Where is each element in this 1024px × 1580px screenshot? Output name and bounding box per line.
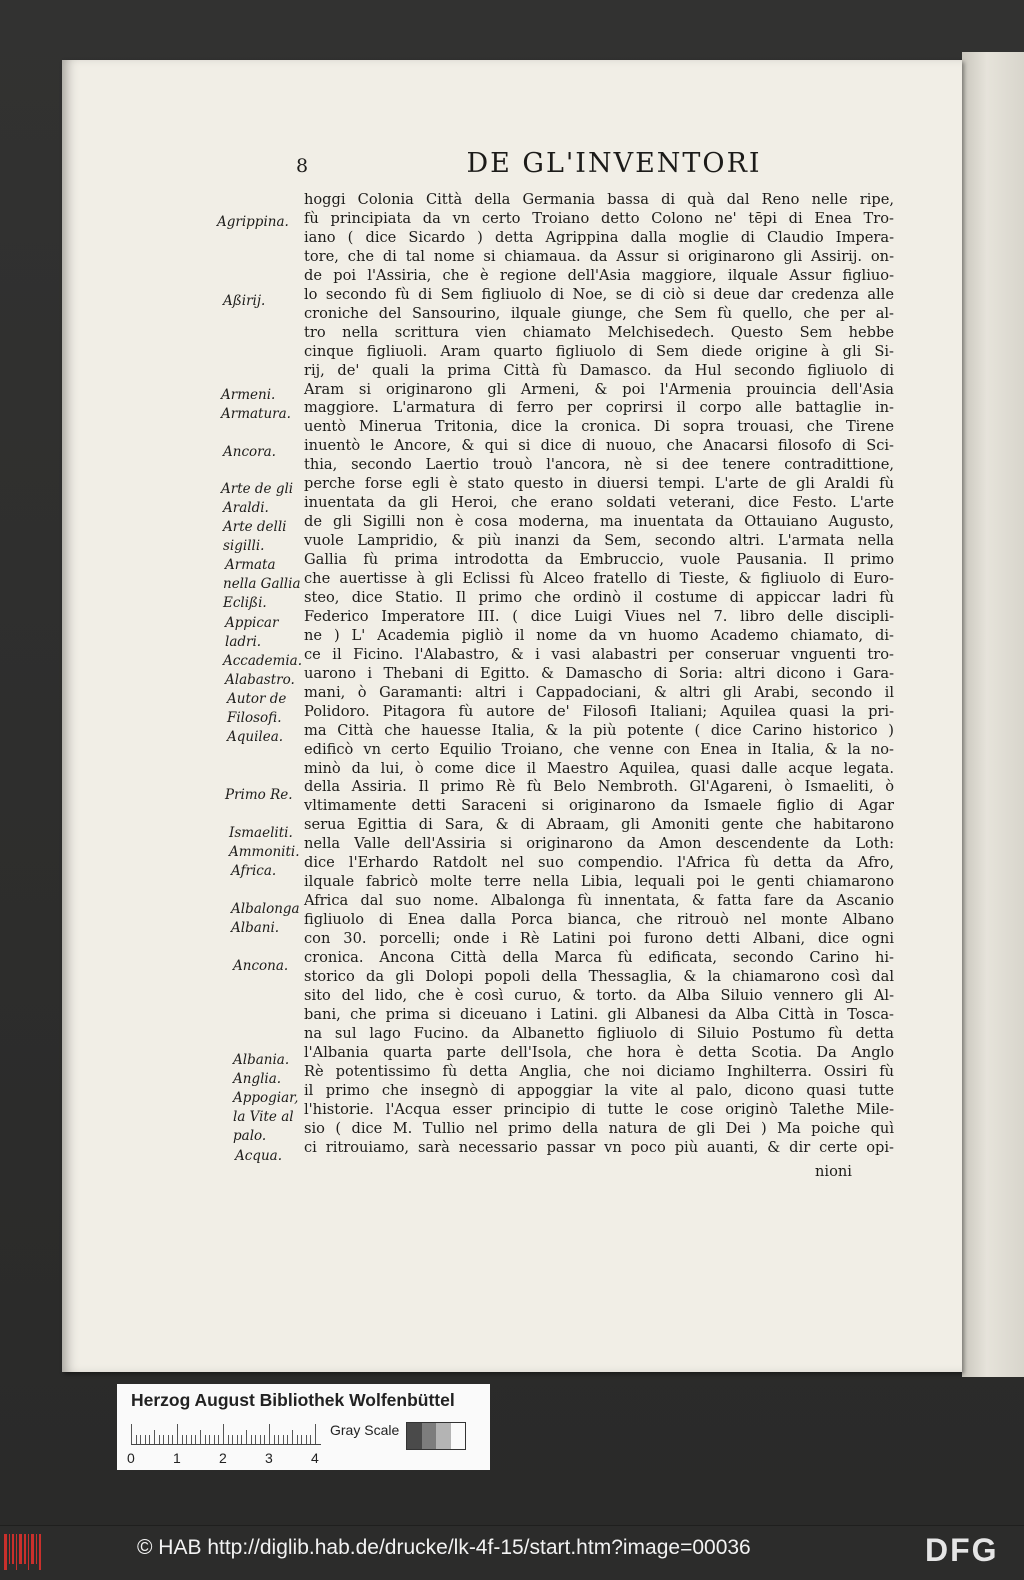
gray-scale-label: Gray Scale	[330, 1422, 400, 1438]
text-line: hoggi Colonia Città della Germania bassa di quà dal Reno nelle ripe,	[304, 191, 894, 208]
barcode-icon	[4, 1534, 46, 1570]
text-line: edificò vn certo Equilio Troiano, che venne con Enea in Italia, & la no-	[304, 740, 894, 758]
margin-note: Aßirij.	[223, 293, 266, 309]
margin-note: palo.	[233, 1128, 267, 1144]
margin-note: Albani.	[231, 920, 280, 936]
ruler-number: 2	[219, 1450, 227, 1466]
ruler-tick	[163, 1435, 164, 1444]
text-line: croniche del Sansourino, ilquale giunge, che Sem fù quello, che per al-	[304, 304, 894, 322]
text-line: mani, ò Garamanti: altri i Cappadociani, & altri gli Arabi, secondo il	[304, 683, 894, 701]
ruler-tick	[214, 1435, 215, 1444]
ruler-tick	[205, 1435, 206, 1444]
barcode-bar	[24, 1534, 26, 1564]
barcode-bar	[36, 1534, 37, 1564]
gray-swatch	[407, 1423, 422, 1449]
margin-note: Ancona.	[233, 958, 289, 974]
ruler-tick	[145, 1435, 146, 1444]
dfg-logo: DFG	[925, 1532, 999, 1568]
text-line: Polidoro. Pitagora fù autore de' Filosofi Italiani; Aquilea quasi la pri-	[304, 702, 894, 720]
ruler-tick	[223, 1424, 224, 1444]
text-line: che auertisse à gli Eclissi fù Alceo fratello di Tieste, & figliuolo di Euro-	[304, 570, 894, 587]
text-line: tro nella scrittura vien chiamato Melchisedech. Questo Sem hebbe	[304, 323, 894, 341]
text-line: steo, dice Statio. Il primo che ordinò il costume di appiccar ladri fù	[304, 588, 894, 606]
text-line: na sul lago Fucino. da Albanetto figliuolo di Siluio Postumo fù detta	[304, 1024, 894, 1042]
margin-note: Ammoniti.	[229, 844, 300, 860]
text-line: iano ( dice Sicardo ) detta Agrippina dalla moglie di Claudio Impera-	[304, 228, 894, 246]
ruler-tick	[149, 1435, 150, 1444]
text-line: lo secondo fù di Sem figliuolo di Noe, se di ciò si deue dar credenza alle	[304, 285, 894, 303]
ruler-tick	[136, 1435, 137, 1444]
ruler-tick	[292, 1430, 293, 1444]
margin-note: Filosofi.	[227, 710, 282, 726]
margin-note: Eclißi.	[223, 595, 267, 611]
running-head: DE GL'INVENTORI	[466, 148, 762, 179]
margin-note: Ancora.	[223, 444, 276, 460]
page-number: 8	[296, 155, 309, 177]
ruler-tick	[274, 1435, 275, 1444]
library-name: Herzog August Bibliothek Wolfenbüttel	[131, 1390, 455, 1410]
ruler-tick	[269, 1424, 270, 1444]
margin-note: Albania.	[233, 1052, 290, 1068]
margin-note: Appicar	[225, 615, 279, 631]
footer-credit-link[interactable]: © HAB http://diglib.hab.de/drucke/lk-4f-15/start.htm?image=00036	[137, 1536, 751, 1559]
ruler-tick	[191, 1435, 192, 1444]
gray-scale-swatches	[406, 1422, 466, 1450]
ruler-tick	[264, 1435, 265, 1444]
text-line: serua Egittia di Sara, & di Abraam, gli Amoniti gente che habitarono	[304, 816, 894, 834]
ruler-tick	[140, 1435, 141, 1444]
margin-note: Aquilea.	[227, 729, 284, 745]
margin-note: Albalonga	[231, 901, 300, 917]
text-line: con 30. porcelli; onde i Rè Latini poi furono detti Albani, dice ogni	[304, 930, 894, 948]
text-line: l'Albania quarta parte dell'Isola, che hora è detta Scotia. Da Anglo	[304, 1043, 894, 1061]
margin-note: Alabastro.	[225, 672, 295, 688]
text-line: figliuolo di Enea dalla Porca bianca, che ritrouò nel monte Albano	[304, 911, 894, 929]
ruler-tick	[172, 1435, 173, 1444]
ruler-tick	[255, 1435, 256, 1444]
barcode-bar	[39, 1534, 41, 1570]
text-line: perche forse egli è stato questo in diuersi tempi. L'arte de gli Araldi fù	[304, 475, 894, 493]
margin-note: Armeni.	[221, 387, 276, 403]
facing-page-edge	[962, 52, 1024, 1377]
barcode-bar	[31, 1534, 34, 1564]
margin-note: sigilli.	[223, 538, 265, 554]
text-line: bani, che prima si diceuano i Latini. gli Albanesi da Alba Città in Tosca-	[304, 1005, 894, 1023]
ruler-number: 0	[127, 1450, 135, 1466]
text-line: cinque figliuoli. Aram quarto figliuolo di Sem diede origine à gli Si-	[304, 342, 894, 360]
measurement-ruler	[131, 1424, 321, 1445]
margin-note: ladri.	[225, 634, 262, 650]
ruler-tick	[195, 1435, 196, 1444]
text-line: Federico Imperatore III. ( dice Luigi Viues nel 7. libro delle discipli-	[304, 607, 894, 625]
ruler-tick	[182, 1435, 183, 1444]
text-line: della Assiria. Il primo Rè fù Belo Nembroth. Gl'Agareni, ò Ismaeliti, ò	[304, 778, 894, 796]
text-line: de gli Sigilli non è cosa moderna, ma inuentata da Ottauiano Augusto,	[304, 513, 894, 531]
ruler-tick	[237, 1435, 238, 1444]
ruler-number: 1	[173, 1450, 181, 1466]
text-line: sito del lido, che è così curuo, & torto. da Alba Siluio vennero gli Al-	[304, 986, 894, 1004]
text-line: vltimamente detti Saraceni si originarono da Ismaele figlio di Agar	[304, 797, 894, 815]
ruler-tick	[209, 1435, 210, 1444]
ruler-number: 4	[311, 1450, 319, 1466]
text-line: ci ritrouiamo, sarà necessario passar vn poco più auanti, & dir certe opi-	[304, 1138, 894, 1156]
text-line: vuole Lampridio, & più inanzi da Sem, secondo altri. L'armata nella	[304, 532, 894, 550]
ruler-tick	[159, 1435, 160, 1444]
text-line: inuentata da gli Heroi, che erano soldati veterani, dice Festo. L'arte	[304, 494, 894, 512]
book-page	[62, 60, 962, 1372]
ruler-tick	[246, 1430, 247, 1444]
barcode-bar	[19, 1534, 22, 1564]
text-line: storico da gli Dolopi popoli della Thessaglia, & la chiamarono così dal	[304, 967, 894, 985]
barcode-bar	[28, 1534, 29, 1570]
ruler-tick	[131, 1424, 132, 1444]
margin-note: Acqua.	[235, 1148, 282, 1164]
gray-swatch	[436, 1423, 451, 1449]
text-line: tore, che di tal nome si chiamaua. da Assur si originarono gli Assirij. on-	[304, 247, 894, 265]
text-line: maggiore. L'armatura di ferro per coprirsi il corpo alle battaglie in-	[304, 399, 894, 417]
ruler-tick	[278, 1435, 279, 1444]
ruler-tick	[154, 1430, 155, 1444]
ruler-tick	[301, 1435, 302, 1444]
margin-note: Anglia.	[233, 1071, 282, 1087]
ruler-tick	[260, 1435, 261, 1444]
gray-swatch	[451, 1423, 466, 1449]
ruler-tick	[287, 1435, 288, 1444]
ruler-tick	[186, 1435, 187, 1444]
viewer-footer	[0, 1525, 1024, 1580]
margin-note: Ismaeliti.	[229, 825, 293, 841]
margin-note: Autor de	[227, 691, 287, 707]
margin-note: Primo Re.	[225, 787, 293, 803]
ruler-tick	[310, 1435, 311, 1444]
ruler-tick	[200, 1430, 201, 1444]
text-line: cronica. Ancona Città della Marca fù edificata, secondo Carino hi-	[304, 949, 894, 966]
margin-note: Arte de gli	[221, 481, 294, 497]
catchword: nioni	[815, 1163, 852, 1180]
margin-note: Africa.	[231, 863, 277, 879]
ruler-tick	[283, 1435, 284, 1444]
margin-note: Agrippina.	[217, 214, 289, 230]
margin-note: Araldi.	[223, 500, 269, 516]
text-line: fù principiata da vn certo Troiano detto Colono ne' tēpi di Enea Tro-	[304, 209, 894, 227]
text-line: thia, secondo Laertio trouò l'ancora, nè si dee tenere contradittione,	[304, 456, 894, 474]
text-line: ilquale fabricò molte terre nella Libia, lequali poi le genti chiamarono	[304, 873, 894, 891]
text-line: Rè potentissimo fù detta Anglia, che noi diciamo Inghilterra. Ossiri fù	[304, 1062, 894, 1080]
margin-note: Accademia.	[223, 653, 303, 669]
ruler-tick	[306, 1435, 307, 1444]
text-line: l'historie. l'Acqua esser principio di tutte le cose originò Talethe Mile-	[304, 1100, 894, 1118]
text-line: inuentò le Ancore, & qui si dice di nuouo, che Anacarsi filosofo di Sci-	[304, 437, 894, 455]
text-line: de poi l'Assiria, che è regione dell'Asia maggiore, ilquale Assur figliuo-	[304, 266, 894, 284]
ruler-tick	[168, 1435, 169, 1444]
text-line: ce il Ficino. l'Alabastro, & i vasi alabastri per conseruar vnguenti tro-	[304, 645, 894, 663]
text-line: Aram si originarono gli Armeni, & poi l'Armenia prouincia dell'Asia	[304, 380, 894, 398]
barcode-bar	[4, 1534, 7, 1570]
text-line: uarono i Thebani di Egitto. & Damascho di Soria: altri dicono i Gara-	[304, 664, 894, 682]
text-line: Gallia fù prima introdotta da Embruccio, vuole Pausania. Il primo	[304, 551, 894, 569]
text-line: nella Valle dell'Assiria si originarono da Amon descendente da Loth:	[304, 835, 894, 853]
ruler-tick	[297, 1435, 298, 1444]
text-line: il primo che insegnò di appoggiar la vite al palo, dicono quasi tutte	[304, 1081, 894, 1099]
ruler-number: 3	[265, 1450, 273, 1466]
barcode-bar	[12, 1534, 14, 1564]
ruler-tick	[228, 1435, 229, 1444]
margin-note: Appogiar,	[233, 1090, 299, 1106]
text-line: rij, de' quali la prima Città fù Damasco. da Hul secondo figliuolo di	[304, 361, 894, 379]
gray-swatch	[422, 1423, 437, 1449]
margin-note: Arte delli	[223, 519, 287, 535]
margin-note: Armata	[225, 557, 276, 573]
color-calibration-card	[117, 1384, 490, 1470]
barcode-bar	[16, 1534, 17, 1570]
text-line: sio ( dice M. Tullio nel primo della natura de gli Dei ) Ma poiche quì	[304, 1119, 894, 1137]
ruler-tick	[251, 1435, 252, 1444]
ruler-tick	[218, 1435, 219, 1444]
text-line: ne ) L' Academia pigliò il nome da vn huomo Academo chiamato, di-	[304, 626, 894, 644]
ruler-tick	[232, 1435, 233, 1444]
ruler-tick	[241, 1435, 242, 1444]
ruler-tick	[177, 1424, 178, 1444]
margin-note: nella Gallia	[223, 576, 301, 592]
margin-note: la Vite al	[233, 1109, 294, 1125]
text-line: minò da lui, ò come dice il Maestro Aquilea, quasi dalle acque legata.	[304, 759, 894, 777]
ruler-tick	[315, 1424, 316, 1444]
barcode-bar	[9, 1534, 10, 1564]
text-line: Africa dal suo nome. Albalonga fù innentata, & fatta fare da Ascanio	[304, 892, 894, 910]
margin-note: Armatura.	[221, 406, 291, 422]
text-line: ma Città che hauesse Italia, & la più potente ( dice Carino historico )	[304, 721, 894, 739]
text-line: dice l'Erhardo Ratdolt nel suo compendio. l'Africa fù detta da Afro,	[304, 854, 894, 872]
text-line: uentò Minerua Tritonia, dice la cronica. Di sopra trouasi, che Tirene	[304, 418, 894, 436]
